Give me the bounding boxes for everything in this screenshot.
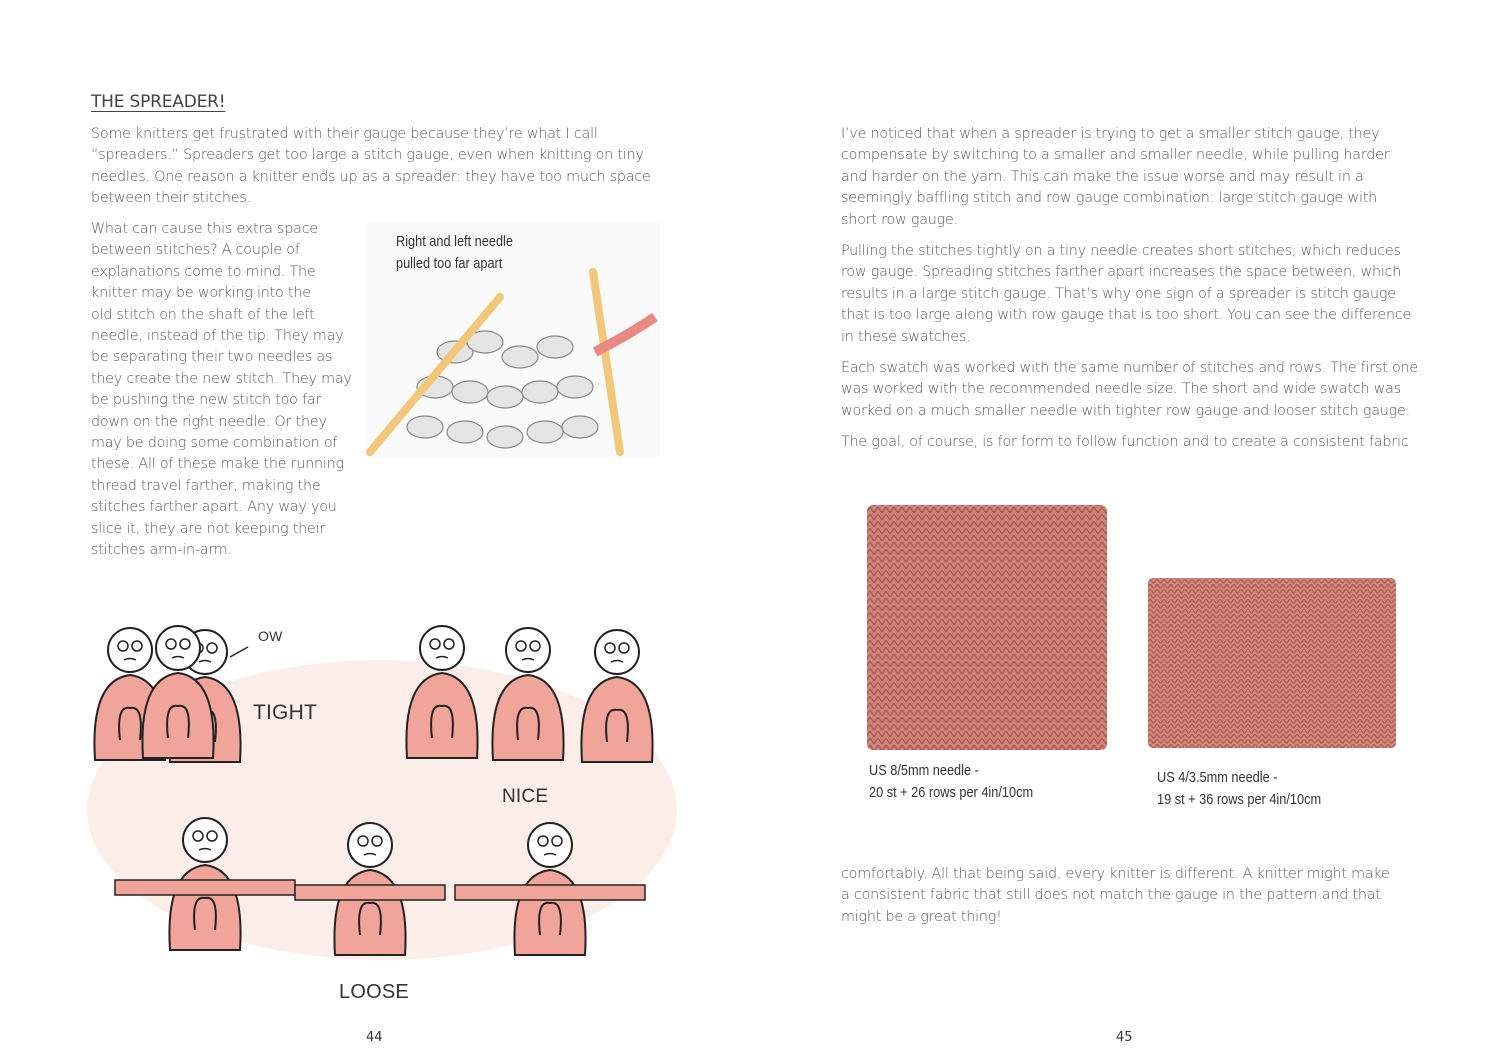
body-text xyxy=(841,124,1418,464)
text-line: and harder on the yarn. This can make the issue worse and may result in a xyxy=(841,168,1364,185)
nice-figure-head xyxy=(506,628,550,672)
swatch-photo-small xyxy=(1143,574,1401,752)
swatch-caption xyxy=(1157,767,1321,811)
text-line: Some knitters get frustrated with their gauge because they’re what I call xyxy=(91,126,598,142)
label-ow: OW xyxy=(258,628,283,644)
text-line: between stitches? A couple of xyxy=(91,242,300,259)
nice-figure-head xyxy=(420,626,464,670)
text-line: Pulling the stitches tightly on a tiny needle creates short stitches, which reduces xyxy=(841,243,1401,260)
loose-figure-head xyxy=(183,818,227,862)
tight-figure-head xyxy=(156,626,200,670)
loose-figure-arms xyxy=(115,880,295,895)
caption-line: US 8/5mm needle - xyxy=(869,762,979,779)
page-number: 44 xyxy=(366,1030,383,1045)
paragraph xyxy=(841,358,1418,422)
text-line: down on the right needle. Or they xyxy=(91,413,327,430)
label-loose: LOOSE xyxy=(339,981,409,1003)
text-line: stitches arm-in-arm. xyxy=(91,542,232,559)
text-line: be pushing the new stitch too far xyxy=(91,392,322,409)
paragraph xyxy=(841,241,1418,348)
ow-line xyxy=(230,647,248,657)
text-line: old stitch on the shaft of the left xyxy=(91,306,315,323)
text-line: they create the new stitch. They may xyxy=(91,370,352,387)
text-line: between their stitches. xyxy=(91,190,251,207)
caption-line: 20 st + 26 rows per 4in/10cm xyxy=(869,784,1034,801)
text-line: short row gauge. xyxy=(841,211,958,228)
caption-line: US 4/3.5mm needle - xyxy=(1157,769,1278,786)
text-line: that is too large along with row gauge that is too short. You can see the difference xyxy=(841,307,1412,324)
text-line: in these swatches. xyxy=(841,328,971,345)
text-line: results in a large stitch gauge. That’s why one sign of a spreader is stitch gauge xyxy=(841,285,1396,302)
text-line: was worked with the recommended needle size. The short and wide swatch was xyxy=(841,381,1401,398)
loose-figure-arms xyxy=(455,885,645,900)
text-line: “spreaders.” Spreaders get too large a stitch gauge, even when knitting on tiny xyxy=(91,147,644,164)
intro-paragraph xyxy=(91,124,651,210)
loose-figure-arms xyxy=(295,885,445,900)
text-line: explanations come to mind. The xyxy=(91,263,316,280)
text-line: What can cause this extra space xyxy=(91,221,318,237)
text-line: worked on a much smaller needle with tighter row gauge and looser stitch gauge. xyxy=(841,402,1410,419)
text-line: compensate by switching to a smaller and smaller needle, while pulling harder xyxy=(841,147,1390,164)
text-line: seemingly baffling stitch and row gauge combination: large stitch gauge with xyxy=(841,190,1377,207)
label-tight: TIGHT xyxy=(253,701,317,724)
caption-line: Right and left needle xyxy=(396,233,513,250)
text-line: stitches farther apart. Any way you xyxy=(91,499,337,516)
text-line: be separating their two needles as xyxy=(91,349,333,366)
text-line: The goal, of course, is for form to follow function and to create a consistent fabric xyxy=(841,434,1409,451)
paragraph xyxy=(841,432,1418,453)
text-line: I’ve noticed that when a spreader is trying to get a smaller stitch gauge, they xyxy=(841,126,1380,142)
swatch-photo-large xyxy=(862,500,1112,755)
text-line: row gauge. Spreading stitches farther apart increases the space between, which xyxy=(841,264,1402,281)
needle-caption xyxy=(396,231,513,275)
swatch-caption xyxy=(869,760,1033,804)
caption-line: 19 st + 36 rows per 4in/10cm xyxy=(1157,791,1322,808)
label-nice: NICE xyxy=(502,786,549,807)
loose-figure-head xyxy=(348,823,392,867)
text-line: knitter may be working into the xyxy=(91,285,311,302)
nice-figure-body xyxy=(581,677,652,762)
text-line: may be doing some combination of xyxy=(91,435,338,452)
text-line: these. All of these make the running xyxy=(91,456,344,473)
paragraph xyxy=(841,124,1418,231)
page-number: 45 xyxy=(1116,1030,1133,1045)
figures-drawing xyxy=(80,620,690,980)
caption-line: pulled too far apart xyxy=(396,255,503,272)
text-line: needle, instead of the tip. They may xyxy=(91,328,344,345)
text-line: thread travel farther, making the xyxy=(91,477,321,494)
text-line: needles. One reason a knitter ends up as a spreader: they have too much space xyxy=(91,168,651,185)
tight-figure-head xyxy=(108,628,152,672)
loose-figure-head xyxy=(528,823,572,867)
text-line: Each swatch was worked with the same number of stitches and rows. The first one xyxy=(841,360,1418,377)
text-line: comfortably. All that being said, every knitter is different. A knitter might make xyxy=(841,866,1390,882)
section-heading: THE SPREADER! xyxy=(91,92,226,112)
text-line: a consistent fabric that still does not match the gauge in the pattern and that xyxy=(841,887,1381,904)
column-paragraph xyxy=(91,219,352,562)
nice-figure-head xyxy=(595,630,639,674)
text-line: slice it, they are not keeping their xyxy=(91,520,326,537)
closing-paragraph xyxy=(841,864,1390,928)
text-line: might be a great thing! xyxy=(841,908,1002,925)
